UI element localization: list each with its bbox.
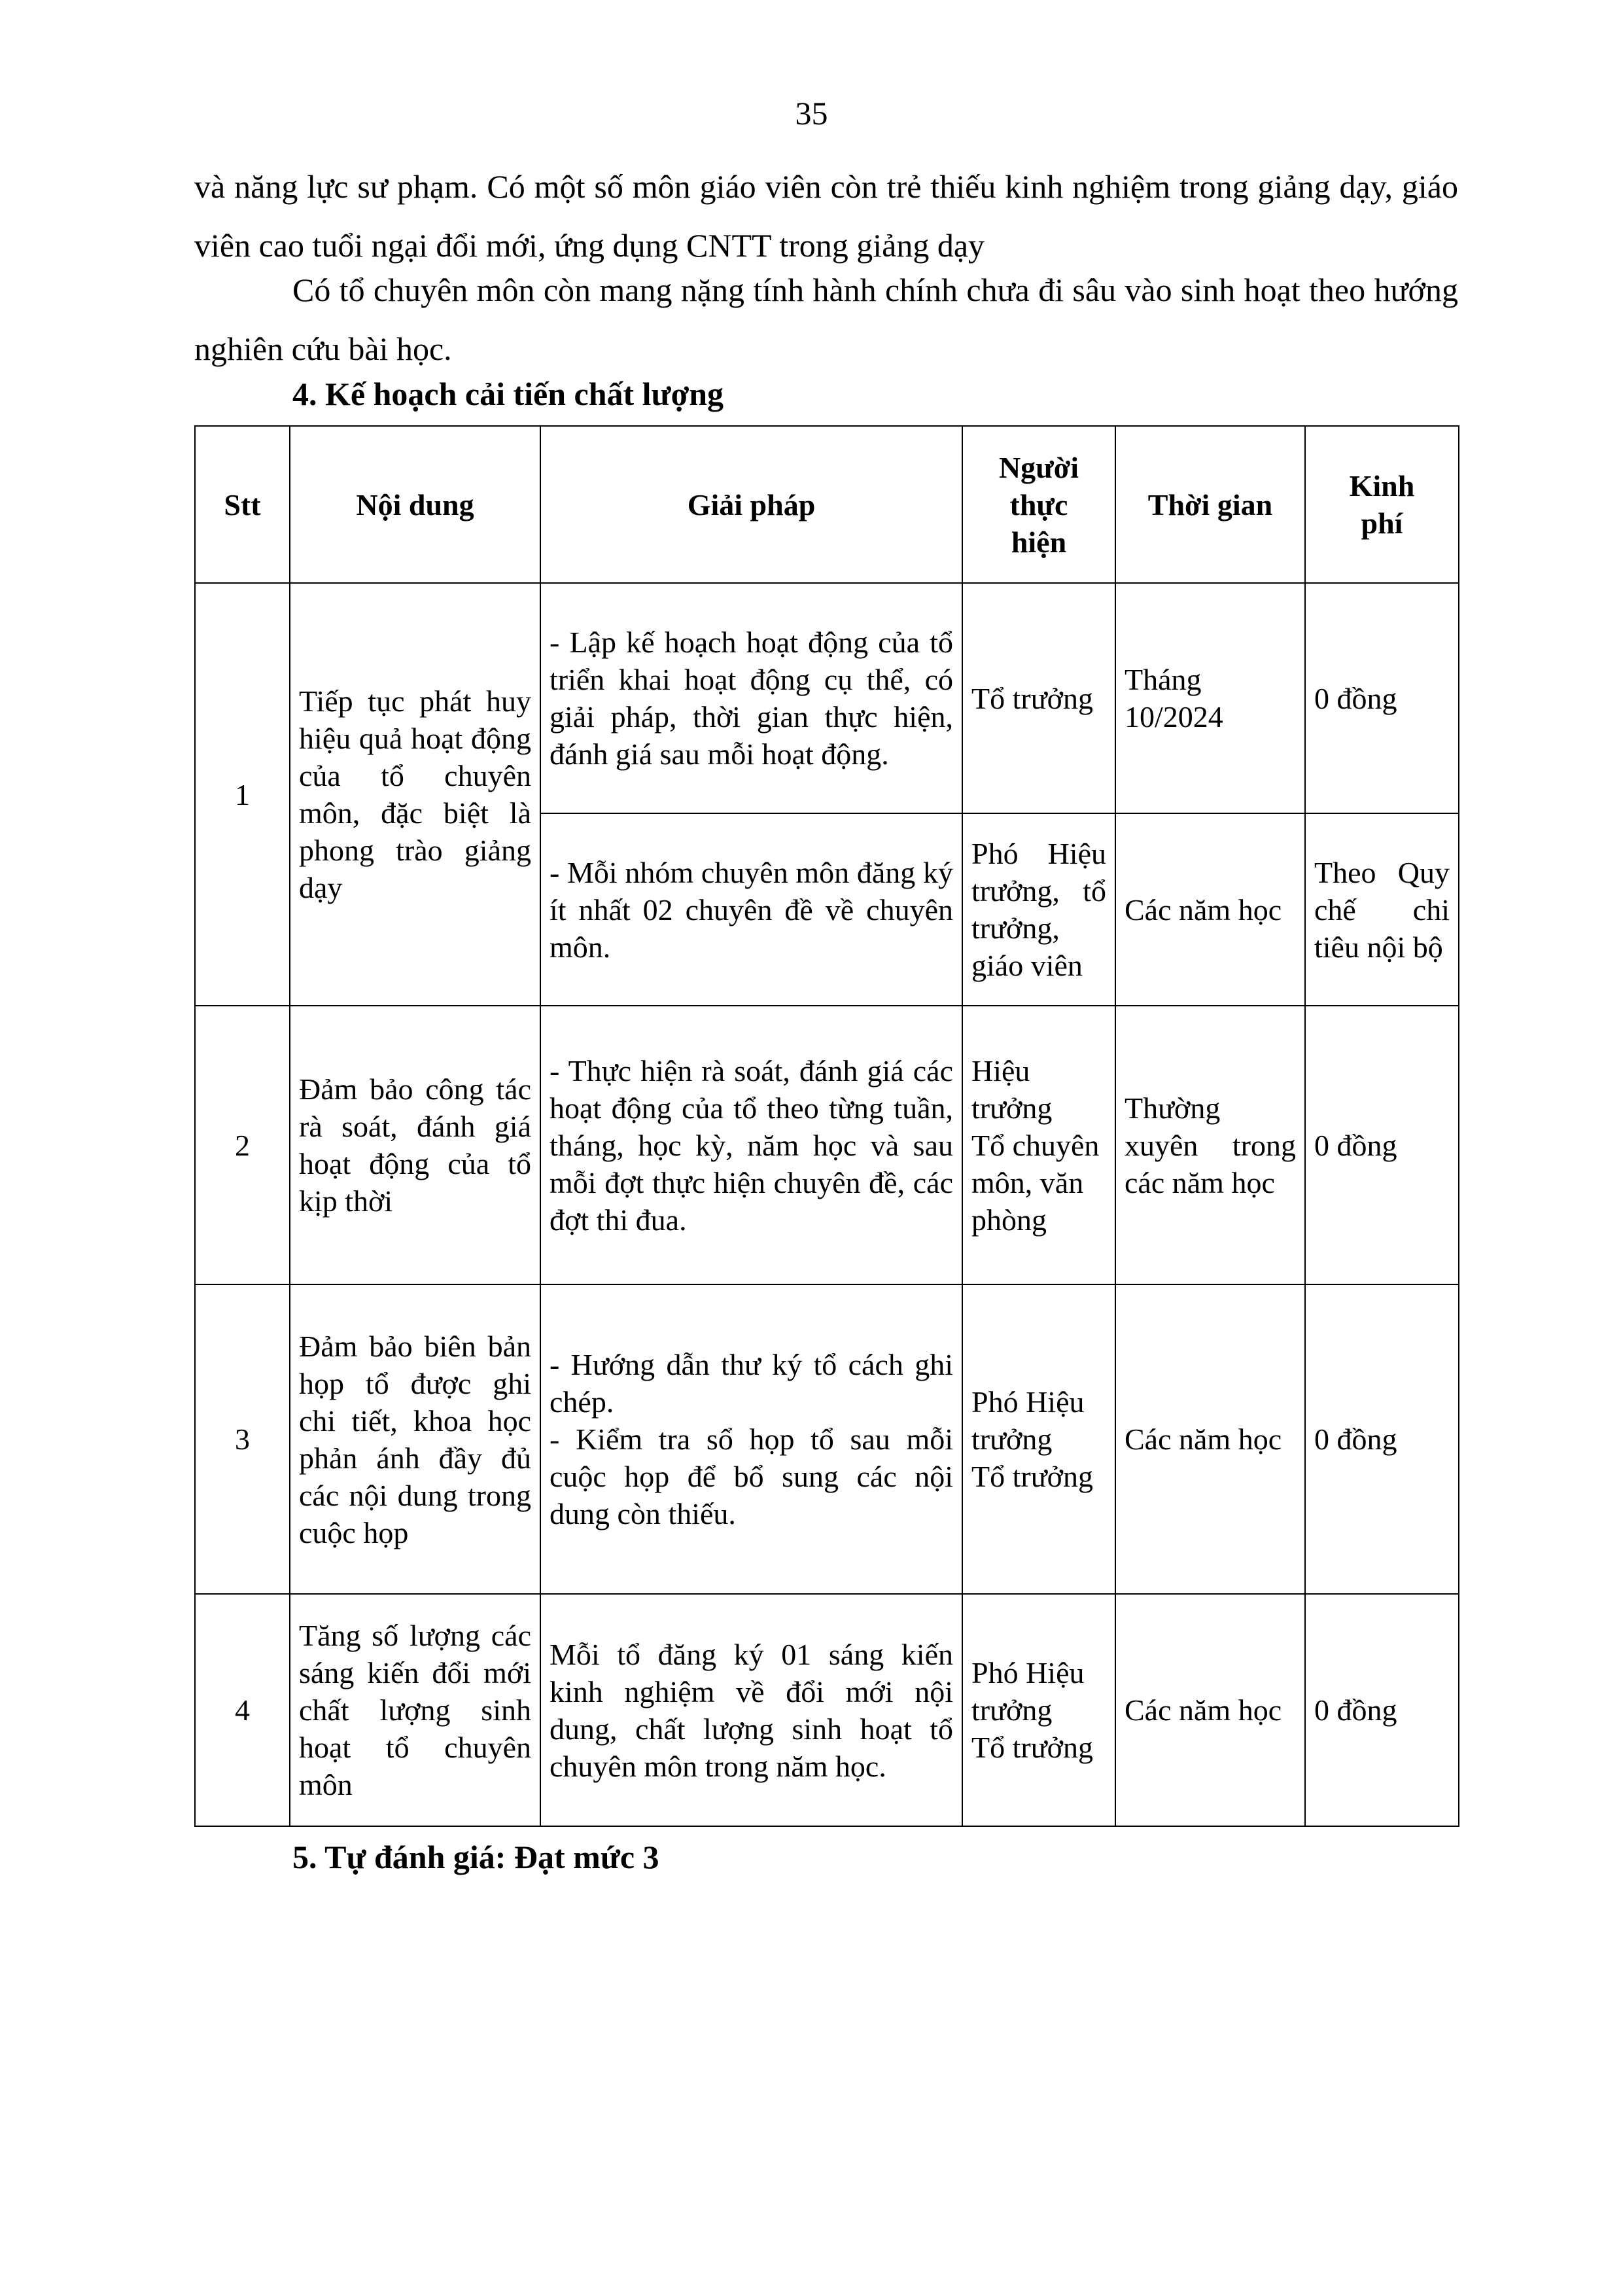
cell-cost: 0 đồng (1305, 583, 1459, 813)
cell-content: Tăng số lượng các sáng kiến đổi mới chất lượng sinh hoạt tổ chuyên môn (290, 1594, 540, 1826)
person-line: Phó Hiệu trưởng (971, 1385, 1085, 1456)
cell-person (962, 1594, 1115, 1826)
person-line: Phó Hiệu trưởng (971, 1656, 1085, 1727)
table-row (195, 583, 1459, 813)
table-row (195, 1594, 1459, 1826)
cell-content: Đảm bảo công tác rà soát, đánh giá hoạt động của tổ kịp thời (290, 1006, 540, 1284)
header-person: Người thực hiện (962, 426, 1115, 583)
cell-content: Tiếp tục phát huy hiệu quả hoạt động của tổ chuyên môn, đặc biệt là phong trào giảng dạy (290, 583, 540, 1006)
cell-time: Các năm học (1115, 1594, 1305, 1826)
header-content: Nội dung (290, 426, 540, 583)
cell-time: Các năm học (1115, 1284, 1305, 1594)
cell-time: Các năm học (1115, 813, 1305, 1006)
person-line: Tổ trưởng (971, 1731, 1093, 1764)
cell-cost: 0 đồng (1305, 1284, 1459, 1594)
cell-stt: 4 (195, 1594, 290, 1826)
cell-person (962, 1006, 1115, 1284)
page-number: 35 (795, 95, 828, 132)
paragraph: và năng lực sư phạm. Có một số môn giáo viên còn trẻ thiếu kinh nghiệm trong giảng dạy, giáo viên cao tuổi ngại đổi mới, ứng dụng CNTT trong giảng dạy (194, 168, 1458, 264)
cell-solution: - Thực hiện rà soát, đánh giá các hoạt động của tổ theo từng tuần, tháng, học kỳ, năm học và sau mỗi đợt thực hiện chuyên đề, các đợt thi đua. (540, 1006, 962, 1284)
header-time: Thời gian (1115, 426, 1305, 583)
solution-line: - Kiểm tra sổ họp tổ sau mỗi cuộc họp để bổ sung các nội dung còn thiếu. (550, 1422, 953, 1530)
cell-content: Đảm bảo biên bản họp tổ được ghi chi tiết, khoa học phản ánh đầy đủ các nội dung trong cuộc họp (290, 1284, 540, 1594)
person-line: Tổ chuyên môn, văn phòng (971, 1128, 1100, 1237)
paragraph: Có tổ chuyên môn còn mang nặng tính hành chính chưa đi sâu vào sinh hoạt theo hướng nghiên cứu bài học. (194, 272, 1458, 367)
table-row (195, 1006, 1459, 1284)
cell-person (962, 1284, 1115, 1594)
person-line: Tổ trưởng (971, 1460, 1093, 1493)
cell-cost: 0 đồng (1305, 1594, 1459, 1826)
cell-stt: 3 (195, 1284, 290, 1594)
improvement-plan-table (194, 425, 1459, 1827)
section-heading: 4. Kế hoạch cải tiến chất lượng (292, 376, 724, 412)
solution-line: - Hướng dẫn thư ký tổ cách ghi chép. (550, 1348, 953, 1419)
header-cost: Kinh phí (1305, 426, 1459, 583)
cell-time: Thường xuyên trong các năm học (1115, 1006, 1305, 1284)
table-header-row (195, 426, 1459, 583)
cell-solution: - Lập kế hoạch hoạt động của tổ triển khai hoạt động cụ thể, có giải pháp, thời gian thực hiện, đánh giá sau mỗi hoạt động. (540, 583, 962, 813)
cell-stt: 2 (195, 1006, 290, 1284)
header-solution: Giải pháp (540, 426, 962, 583)
section-heading: 5. Tự đánh giá: Đạt mức 3 (292, 1839, 659, 1875)
table-row (195, 1284, 1459, 1594)
person-line: Hiệu trưởng (971, 1053, 1053, 1125)
cell-time: Tháng 10/2024 (1115, 583, 1305, 813)
cell-cost: 0 đồng (1305, 1006, 1459, 1284)
header-stt: Stt (195, 426, 290, 583)
cell-cost: Theo Quy chế chi tiêu nội bộ (1305, 813, 1459, 1006)
cell-person: Tổ trưởng (962, 583, 1115, 813)
cell-solution (540, 1284, 962, 1594)
cell-stt: 1 (195, 583, 290, 1006)
cell-person: Phó Hiệu trưởng, tổ trưởng, giáo viên (962, 813, 1115, 1006)
cell-solution: - Mỗi nhóm chuyên môn đăng ký ít nhất 02 chuyên đề về chuyên môn. (540, 813, 962, 1006)
cell-solution: Mỗi tổ đăng ký 01 sáng kiến kinh nghiệm về đổi mới nội dung, chất lượng sinh hoạt tổ chuyên môn trong năm học. (540, 1594, 962, 1826)
